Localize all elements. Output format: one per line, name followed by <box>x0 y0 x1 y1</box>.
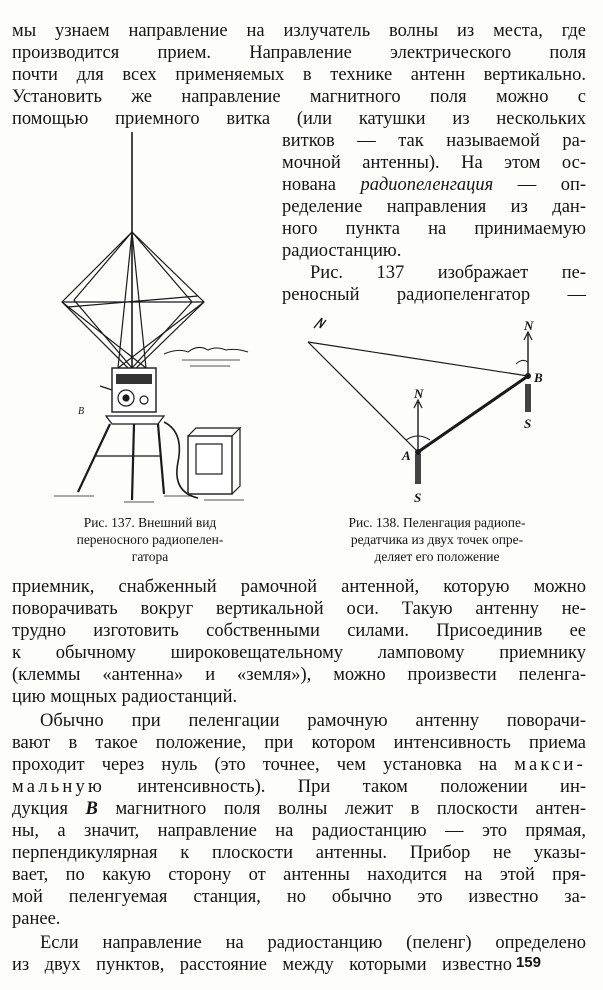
spaced-text: макси- <box>514 755 586 775</box>
caption-line: Рис. 138. Пеленгация радиопе- <box>348 515 526 530</box>
figure-137-illustration <box>14 132 284 512</box>
body-text-line: Если направление на радиостанцию (пеленг) определено <box>40 933 586 953</box>
text-run: — оп- <box>493 175 587 195</box>
body-text-line: поворачивать вокруг вертикальной оси. Такую антенну не- <box>12 599 586 619</box>
body-text-line: вает, по какую сторону от антенны находится на этой пря- <box>12 865 586 885</box>
label-north-a: N <box>414 386 424 401</box>
body-text-line: Установить же направление магнитного поля можно с <box>12 87 586 107</box>
figure-138-diagram <box>292 302 592 512</box>
vector-symbol: B <box>85 799 98 819</box>
caption-line: Рис. 137. Внешний вид <box>83 515 217 530</box>
caption-line: редатчика из двух точек опре- <box>350 532 524 547</box>
page-number: 159 <box>515 954 541 971</box>
body-text-line: Обычно при пеленгации рамочную антенну поворачи- <box>40 711 586 731</box>
body-text-line: Рис. 137 изображает пе- <box>310 263 586 283</box>
caption-line: деляет его положение <box>374 549 500 564</box>
figure-138-caption <box>302 514 572 565</box>
body-text-line: ределение направления из дан- <box>282 197 586 217</box>
body-text-line: ны, а значит, направление на радиостанцию — это прямая, <box>12 821 586 841</box>
body-text-line: цию мощных радиостанций. <box>12 687 238 707</box>
body-text-line <box>12 798 586 820</box>
figure-137-caption <box>30 514 270 565</box>
svg-text:B: B <box>78 406 85 417</box>
spaced-text: мальную <box>12 777 105 797</box>
body-text-line: витков — так называемой ра- <box>282 131 586 151</box>
label-point-a: A <box>402 448 411 463</box>
body-text-line: перпендикулярная к плоскости антенны. Прибор не указы- <box>12 843 586 863</box>
body-text-line: почти для всех применяемых в технике антенн вертикально. <box>12 65 586 85</box>
body-text-line: к обычному широковещательному ламповому приемнику <box>12 643 586 663</box>
body-text-line: радиостанцию. <box>282 241 402 261</box>
body-text-line: (клеммы «антенна» и «земля»), можно произвести пеленга- <box>12 665 586 685</box>
emphasized-term: радиопеленгация <box>360 175 494 195</box>
body-text-line: мочной антенны). На этом ос- <box>282 153 586 173</box>
label-south-b: S <box>524 416 532 431</box>
body-text-line: мой пеленгуемая станция, но обычно это известно за- <box>12 887 586 907</box>
label-north-b: N <box>524 318 534 333</box>
text-run: интенсивность). При таком положении ин- <box>105 777 586 797</box>
body-text-line: реносный радиопеленгатор — <box>282 285 586 305</box>
text-run: дукция <box>12 799 86 819</box>
body-text-line: трудно изготовить собственными силами. Присоединив ее <box>12 621 586 641</box>
body-text-line: из двух пунктов, расстояние между которыми известно <box>12 955 512 975</box>
body-text-line: помощью приемного витка (или катушки из нескольких <box>12 109 586 129</box>
body-text-line: производится прием. Направление электрического поля <box>12 43 586 63</box>
text-run: магнитного поля волны лежит в плоскости антен- <box>97 799 586 819</box>
body-text-line <box>12 776 586 798</box>
caption-line: гатора <box>131 549 169 564</box>
body-text-line: мы узнаем направление на излучатель волны из места, где <box>12 21 586 41</box>
caption-line: переносного радиопелен- <box>76 532 224 547</box>
body-text-line: ного пункта на принимаемую <box>282 219 586 239</box>
body-text-line: вают в такое положение, при котором интенсивность приема <box>12 733 586 753</box>
body-text-line: приемник, снабженный рамочной антенной, которую можно <box>12 577 586 597</box>
body-text-line <box>282 174 586 196</box>
text-run: проходит через нуль (это точнее, чем установка на <box>12 755 515 775</box>
text-run: нована <box>282 175 361 195</box>
body-text-line <box>12 754 586 776</box>
label-point-b: B <box>534 370 543 385</box>
label-south-a: S <box>414 490 422 505</box>
body-text-line: ранее. <box>12 909 61 929</box>
